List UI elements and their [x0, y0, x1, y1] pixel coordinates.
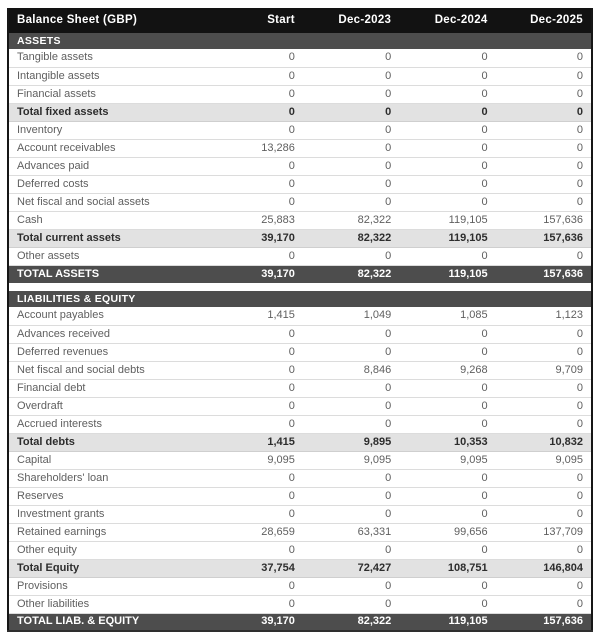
row-value: 82,322 [303, 613, 399, 631]
row-value: 10,832 [496, 433, 592, 451]
balance-sheet-report [7, 8, 593, 632]
row-value: 0 [303, 193, 399, 211]
table-row [8, 121, 592, 139]
table-row [8, 541, 592, 559]
row-value: 0 [496, 49, 592, 67]
row-value: 0 [496, 103, 592, 121]
table-row [8, 469, 592, 487]
row-label: Account receivables [8, 139, 207, 157]
row-label: Tangible assets [8, 49, 207, 67]
row-value: 1,123 [496, 307, 592, 325]
row-value: 0 [207, 247, 303, 265]
row-value: 0 [303, 541, 399, 559]
row-value: 0 [399, 595, 495, 613]
section-gap-cell [8, 283, 592, 291]
row-value: 0 [207, 175, 303, 193]
row-value: 0 [496, 397, 592, 415]
table-row [8, 487, 592, 505]
table-row [8, 193, 592, 211]
row-value: 28,659 [207, 523, 303, 541]
table-row [8, 613, 592, 631]
row-value: 0 [496, 541, 592, 559]
row-value: 0 [207, 415, 303, 433]
row-value: 0 [303, 49, 399, 67]
section-header-label: LIABILITIES & EQUITY [8, 291, 592, 307]
row-label: Deferred costs [8, 175, 207, 193]
row-label: Net fiscal and social debts [8, 361, 207, 379]
row-value: 108,751 [399, 559, 495, 577]
table-row [8, 451, 592, 469]
row-value: 0 [303, 505, 399, 523]
table-row [8, 505, 592, 523]
row-value: 0 [496, 121, 592, 139]
row-label: Other liabilities [8, 595, 207, 613]
row-value: 0 [399, 379, 495, 397]
row-value: 0 [496, 487, 592, 505]
row-value: 0 [496, 469, 592, 487]
row-value: 82,322 [303, 229, 399, 247]
row-value: 72,427 [303, 559, 399, 577]
row-label: Total debts [8, 433, 207, 451]
row-value: 0 [303, 67, 399, 85]
table-row [8, 559, 592, 577]
row-value: 0 [303, 103, 399, 121]
row-value: 0 [303, 343, 399, 361]
row-value: 0 [399, 325, 495, 343]
row-value: 0 [399, 469, 495, 487]
section-header-row [8, 33, 592, 49]
row-value: 0 [399, 49, 495, 67]
row-value: 1,049 [303, 307, 399, 325]
row-value: 0 [303, 397, 399, 415]
row-label: Other assets [8, 247, 207, 265]
row-value: 0 [496, 67, 592, 85]
row-value: 0 [303, 595, 399, 613]
column-header-dec-2025: Dec-2025 [496, 8, 592, 33]
table-row [8, 325, 592, 343]
row-label: Capital [8, 451, 207, 469]
row-value: 157,636 [496, 613, 592, 631]
row-value: 9,095 [496, 451, 592, 469]
row-value: 0 [399, 85, 495, 103]
row-value: 1,085 [399, 307, 495, 325]
table-row [8, 247, 592, 265]
row-label: Accrued interests [8, 415, 207, 433]
table-row [8, 103, 592, 121]
row-value: 119,105 [399, 265, 495, 283]
row-value: 119,105 [399, 211, 495, 229]
table-row [8, 229, 592, 247]
row-value: 0 [399, 505, 495, 523]
row-label: Deferred revenues [8, 343, 207, 361]
row-value: 39,170 [207, 265, 303, 283]
row-value: 0 [399, 487, 495, 505]
row-label: TOTAL LIAB. & EQUITY [8, 613, 207, 631]
row-value: 0 [303, 175, 399, 193]
row-value: 25,883 [207, 211, 303, 229]
row-value: 0 [303, 469, 399, 487]
row-label: Retained earnings [8, 523, 207, 541]
column-header-start: Start [207, 8, 303, 33]
table-header-row [8, 8, 592, 33]
row-value: 0 [399, 121, 495, 139]
row-label: Advances paid [8, 157, 207, 175]
table-row [8, 343, 592, 361]
row-value: 0 [207, 193, 303, 211]
table-row [8, 577, 592, 595]
row-value: 137,709 [496, 523, 592, 541]
row-label: Total fixed assets [8, 103, 207, 121]
row-label: Financial debt [8, 379, 207, 397]
row-value: 0 [207, 85, 303, 103]
balance-sheet-table [7, 8, 593, 632]
row-value: 0 [207, 505, 303, 523]
row-value: 0 [303, 157, 399, 175]
row-value: 9,268 [399, 361, 495, 379]
table-body [8, 33, 592, 631]
table-row [8, 67, 592, 85]
table-row [8, 379, 592, 397]
row-value: 39,170 [207, 613, 303, 631]
row-value: 0 [303, 247, 399, 265]
row-value: 9,095 [399, 451, 495, 469]
row-value: 0 [207, 487, 303, 505]
row-value: 13,286 [207, 139, 303, 157]
row-value: 9,709 [496, 361, 592, 379]
row-value: 0 [399, 541, 495, 559]
row-value: 0 [207, 577, 303, 595]
table-row [8, 139, 592, 157]
column-header-dec-2023: Dec-2023 [303, 8, 399, 33]
row-value: 9,895 [303, 433, 399, 451]
row-label: Total Equity [8, 559, 207, 577]
row-value: 0 [303, 379, 399, 397]
row-value: 0 [207, 343, 303, 361]
table-row [8, 523, 592, 541]
row-value: 119,105 [399, 229, 495, 247]
row-value: 0 [207, 49, 303, 67]
table-title: Balance Sheet (GBP) [8, 8, 207, 33]
section-gap [8, 283, 592, 291]
row-value: 0 [207, 325, 303, 343]
row-value: 82,322 [303, 265, 399, 283]
row-value: 0 [496, 325, 592, 343]
row-value: 0 [399, 157, 495, 175]
row-value: 157,636 [496, 229, 592, 247]
row-value: 157,636 [496, 265, 592, 283]
row-value: 0 [496, 193, 592, 211]
row-value: 0 [303, 139, 399, 157]
row-value: 99,656 [399, 523, 495, 541]
table-row [8, 595, 592, 613]
row-value: 119,105 [399, 613, 495, 631]
row-value: 0 [303, 85, 399, 103]
row-value: 157,636 [496, 211, 592, 229]
row-value: 0 [399, 577, 495, 595]
row-value: 0 [207, 121, 303, 139]
row-value: 0 [207, 157, 303, 175]
row-value: 39,170 [207, 229, 303, 247]
row-value: 8,846 [303, 361, 399, 379]
row-label: Net fiscal and social assets [8, 193, 207, 211]
row-value: 82,322 [303, 211, 399, 229]
row-value: 37,754 [207, 559, 303, 577]
row-label: Provisions [8, 577, 207, 595]
row-value: 146,804 [496, 559, 592, 577]
table-row [8, 397, 592, 415]
row-value: 0 [496, 595, 592, 613]
row-value: 0 [207, 541, 303, 559]
section-header-label: ASSETS [8, 33, 592, 49]
row-value: 0 [399, 193, 495, 211]
row-value: 0 [496, 157, 592, 175]
table-row [8, 433, 592, 451]
row-value: 9,095 [303, 451, 399, 469]
table-row [8, 307, 592, 325]
table-row [8, 49, 592, 67]
table-row [8, 265, 592, 283]
row-value: 1,415 [207, 307, 303, 325]
row-value: 0 [399, 175, 495, 193]
column-header-dec-2024: Dec-2024 [399, 8, 495, 33]
table-row [8, 415, 592, 433]
row-label: Inventory [8, 121, 207, 139]
row-value: 0 [303, 487, 399, 505]
row-value: 9,095 [207, 451, 303, 469]
row-value: 0 [496, 379, 592, 397]
row-label: Total current assets [8, 229, 207, 247]
row-value: 0 [399, 397, 495, 415]
row-value: 0 [496, 343, 592, 361]
row-value: 0 [399, 67, 495, 85]
row-value: 0 [496, 415, 592, 433]
row-value: 0 [303, 121, 399, 139]
section-header-row [8, 291, 592, 307]
row-value: 0 [303, 325, 399, 343]
row-label: Financial assets [8, 85, 207, 103]
row-value: 0 [207, 67, 303, 85]
row-value: 0 [207, 379, 303, 397]
row-value: 0 [496, 175, 592, 193]
row-value: 10,353 [399, 433, 495, 451]
row-label: Other equity [8, 541, 207, 559]
table-row [8, 85, 592, 103]
row-value: 0 [496, 139, 592, 157]
row-value: 0 [399, 415, 495, 433]
row-value: 0 [207, 361, 303, 379]
row-value: 0 [399, 103, 495, 121]
row-value: 0 [399, 343, 495, 361]
row-value: 63,331 [303, 523, 399, 541]
row-value: 1,415 [207, 433, 303, 451]
row-value: 0 [207, 103, 303, 121]
row-label: TOTAL ASSETS [8, 265, 207, 283]
row-value: 0 [303, 577, 399, 595]
table-row [8, 211, 592, 229]
row-value: 0 [496, 577, 592, 595]
row-value: 0 [496, 505, 592, 523]
row-value: 0 [399, 247, 495, 265]
row-label: Investment grants [8, 505, 207, 523]
row-value: 0 [496, 85, 592, 103]
row-label: Shareholders' loan [8, 469, 207, 487]
row-value: 0 [207, 469, 303, 487]
row-value: 0 [207, 397, 303, 415]
row-label: Intangible assets [8, 67, 207, 85]
row-value: 0 [207, 595, 303, 613]
table-row [8, 175, 592, 193]
row-value: 0 [303, 415, 399, 433]
row-label: Account payables [8, 307, 207, 325]
table-row [8, 361, 592, 379]
row-label: Advances received [8, 325, 207, 343]
row-value: 0 [496, 247, 592, 265]
row-value: 0 [399, 139, 495, 157]
row-label: Reserves [8, 487, 207, 505]
row-label: Cash [8, 211, 207, 229]
row-label: Overdraft [8, 397, 207, 415]
table-row [8, 157, 592, 175]
